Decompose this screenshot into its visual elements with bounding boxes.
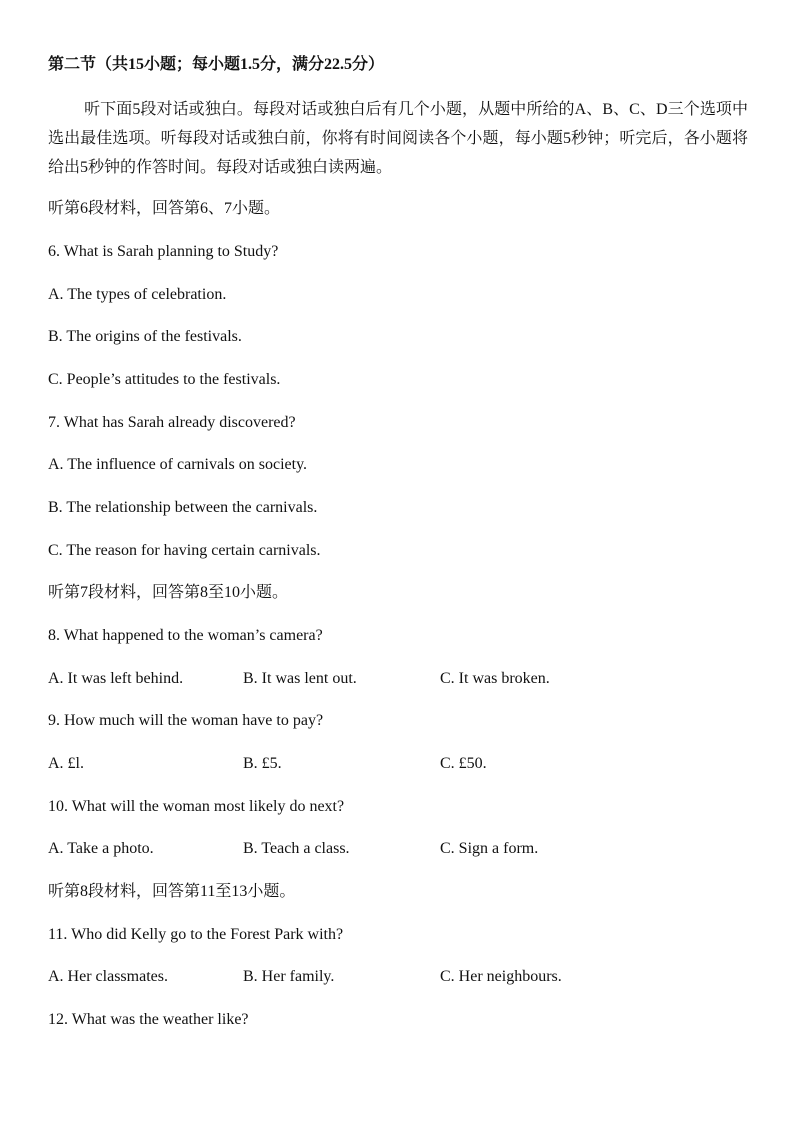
material-8-label: 听第8段材料，回答第11至13小题。 (48, 883, 296, 900)
question-10-option-a: A. Take a photo. (48, 840, 154, 857)
material-7-label: 听第7段材料，回答第8至10小题。 (48, 584, 289, 601)
section-title: 第二节（共15小题；每小题1.5分，满分22.5分） (48, 56, 385, 73)
question-8-option-a: A. It was left behind. (48, 670, 184, 687)
question-7-option-b: B. The relationship between the carnivals. (48, 499, 318, 516)
material-6-label: 听第6段材料，回答第6、7小题。 (48, 200, 281, 217)
question-9-option-b: B. £5. (243, 755, 282, 772)
question-8-option-c: C. It was broken. (440, 670, 550, 687)
question-8: 8. What happened to the woman’s camera? (48, 627, 323, 644)
question-7: 7. What has Sarah already discovered? (48, 414, 296, 431)
question-9-option-a: A. £l. (48, 755, 84, 772)
question-10-option-c: C. Sign a form. (440, 840, 539, 857)
question-11-option-a: A. Her classmates. (48, 968, 168, 985)
question-8-option-b: B. It was lent out. (243, 670, 357, 687)
question-10: 10. What will the woman most likely do next? (48, 798, 345, 815)
instructions-text: 听下面5段对话或独白。每段对话或独白后有几个小题，从题中所给的A、B、C、D三个选项中选出最佳选项。听每段对话或独白前，你将有时间阅读各个小题，每小题5秒钟；听完后，各小题将给出5秒钟的作答时间。每段对话或独白读两遍。 (48, 101, 748, 176)
question-11-option-b: B. Her family. (243, 968, 335, 985)
question-6-option-b: B. The origins of the festivals. (48, 328, 242, 345)
question-11-option-c: C. Her neighbours. (440, 968, 562, 985)
question-6-option-c: C. People’s attitudes to the festivals. (48, 371, 281, 388)
question-10-option-b: B. Teach a class. (243, 840, 350, 857)
instructions-paragraph (48, 95, 748, 182)
question-6: 6. What is Sarah planning to Study? (48, 243, 279, 260)
question-9-option-c: C. £50. (440, 755, 487, 772)
question-9: 9. How much will the woman have to pay? (48, 712, 324, 729)
question-12: 12. What was the weather like? (48, 1011, 249, 1028)
question-7-option-a: A. The influence of carnivals on society. (48, 456, 308, 473)
question-7-option-c: C. The reason for having certain carnivals. (48, 542, 321, 559)
question-11: 11. Who did Kelly go to the Forest Park with? (48, 926, 344, 943)
question-6-option-a: A. The types of celebration. (48, 286, 227, 303)
